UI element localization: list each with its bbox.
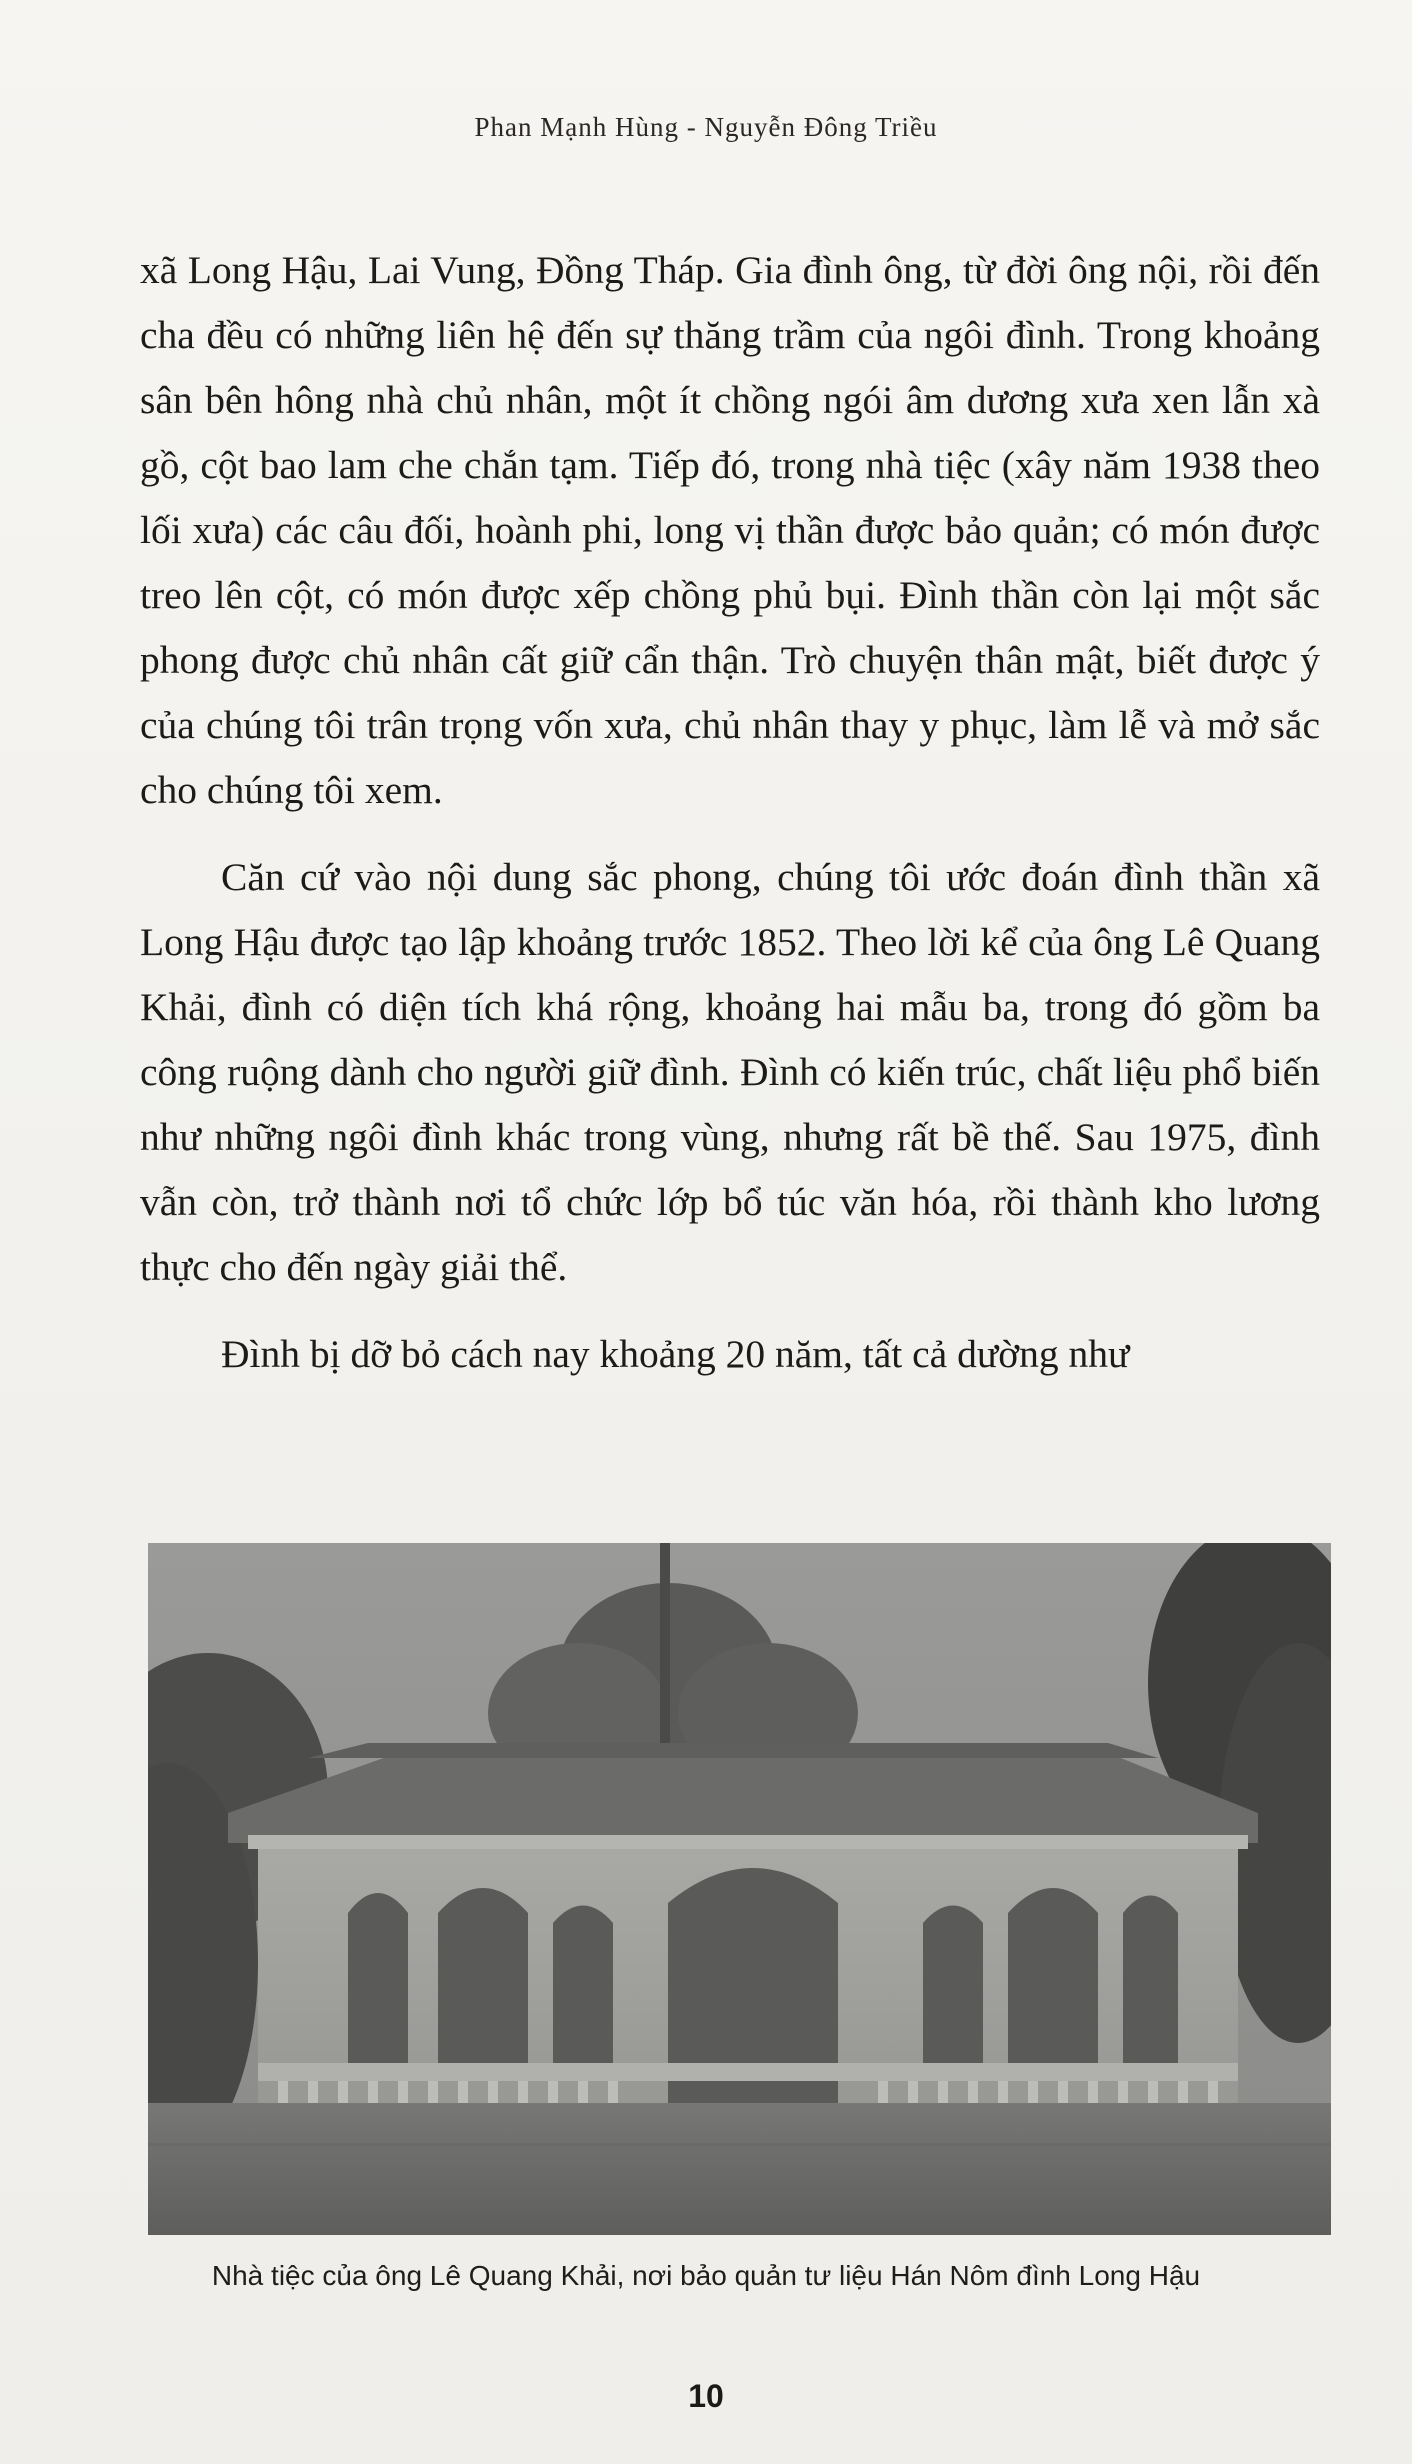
photo-caption: Nhà tiệc của ông Lê Quang Khải, nơi bảo quản tư liệu Hán Nôm đình Long Hậu	[211, 2260, 1201, 2291]
paragraph: Đình bị dỡ bỏ cách nay khoảng 20 năm, tất cả dường như	[221, 1332, 1130, 1376]
page-number: 10	[688, 2378, 724, 2414]
running-header: Phan Mạnh Hùng - Nguyễn Đông Triều	[474, 112, 938, 142]
paragraph: Căn cứ vào nội dung sắc phong, chúng tôi ước đoán đình thần xã Long Hậu được tạo lập khoảng trước 1852. Theo lời kể của ông Lê Quang Khải, đình có diện tích khá rộng, khoảng hai mẫu ba, trong đó gồm ba công ruộng dành cho người giữ đình. Đình có kiến trúc, chất liệu phổ biến như những ngôi đình khác trong vùng, nhưng rất bề thế. Sau 1975, đình vẫn còn, trở thành nơi tổ chức lớp bổ túc văn hóa, rồi thành kho lương thực cho đến ngày giải thể.	[140, 855, 1320, 1289]
photo-banquet-house-image	[148, 1543, 1331, 2235]
paragraph-continued: xã Long Hậu, Lai Vung, Đồng Tháp. Gia đình ông, từ đời ông nội, rồi đến cha đều có những liên hệ đến sự thăng trầm của ngôi đình. Trong khoảng sân bên hông nhà chủ nhân, một ít chồng ngói âm dương xưa xen lẫn xà gồ, cột bao lam che chắn tạm. Tiếp đó, trong nhà tiệc (xây năm 1938 theo lối xưa) các câu đối, hoành phi, long vị thần được bảo quản; có món được treo lên cột, có món được xếp chồng phủ bụi. Đình thần còn lại một sắc phong được chủ nhân cất giữ cẩn thận. Trò chuyện thân mật, biết được ý của chúng tôi trân trọng vốn xưa, chủ nhân thay y phục, làm lễ và mở sắc cho chúng tôi xem.	[140, 248, 1320, 812]
body-text	[140, 238, 1320, 1409]
photo-banquet-house	[148, 1543, 1331, 2235]
